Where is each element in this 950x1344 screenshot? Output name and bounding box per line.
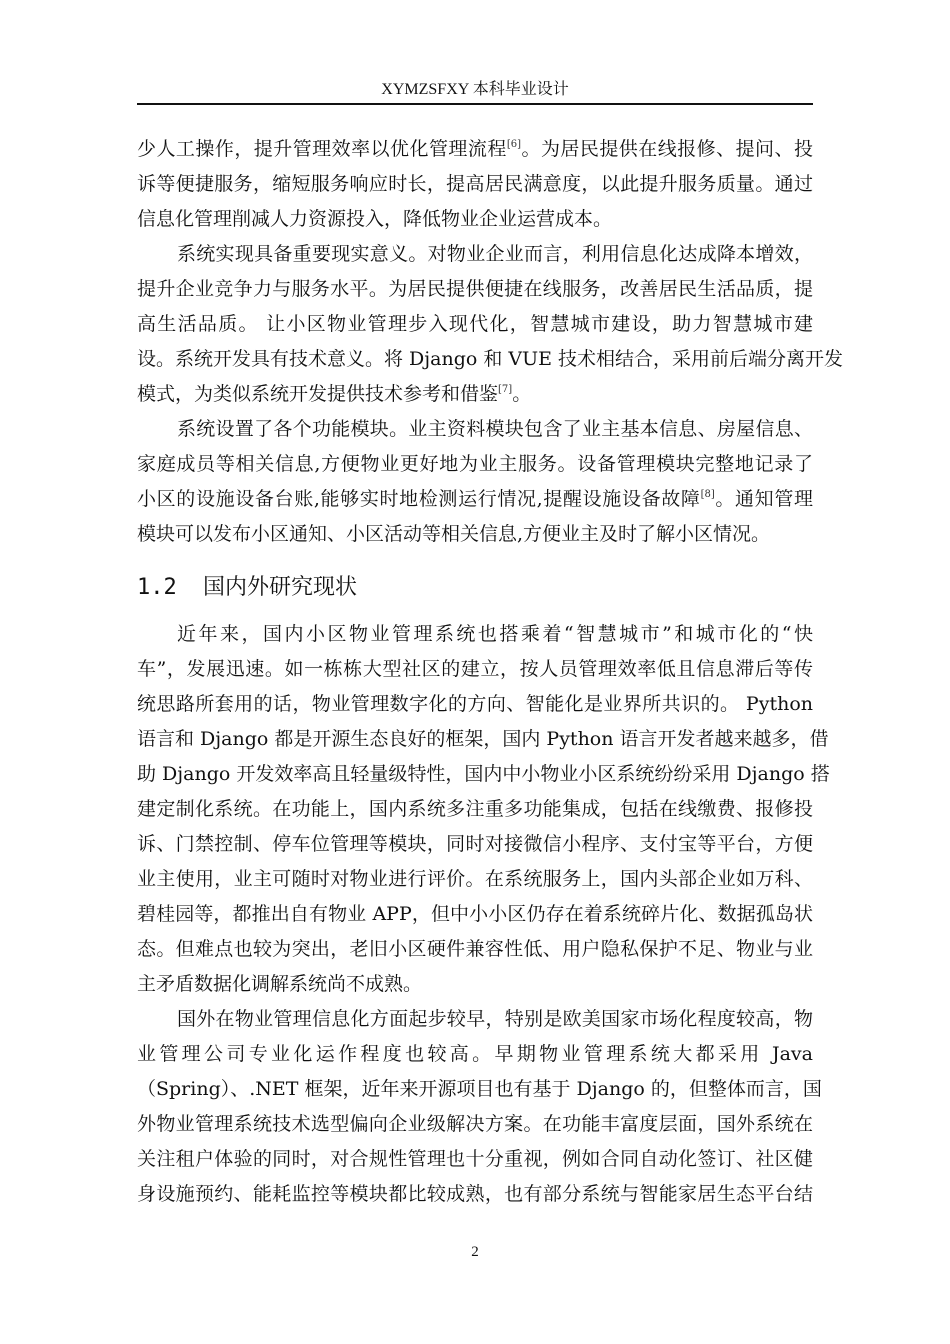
paragraph	[137, 617, 830, 1002]
text-line	[137, 792, 813, 827]
line-text: 家庭成员等相关信息,方便物业更好地为业主服务。设备管理模块完整地记录了	[137, 453, 813, 475]
line-text: 模块可以发布小区通知、小区活动等相关信息,方便业主及时了解小区情况。	[137, 523, 771, 545]
line-text: 助 Django 开发效率高且轻量级特性，国内中小物业小区系统纷纷采用 Django 搭	[137, 763, 830, 785]
text-line	[137, 517, 813, 552]
page-number: 2	[471, 1244, 479, 1260]
line-text: 外物业管理系统技术选型偏向企业级解决方案。在功能丰富度层面，国外系统在	[137, 1113, 813, 1135]
section-heading	[137, 552, 813, 617]
text-line	[137, 862, 813, 897]
line-text: 身设施预约、能耗监控等模块都比较成熟，也有部分系统与智能家居生态平台结	[137, 1183, 813, 1205]
line-text: 关注租户体验的同时，对合规性管理也十分重视，例如合同自动化签订、社区健	[137, 1148, 813, 1170]
text-line	[137, 1107, 813, 1142]
line-text: 建定制化系统。在功能上，国内系统多注重多功能集成，包括在线缴费、报修投	[137, 798, 813, 820]
text-line	[137, 1142, 813, 1177]
line-text: 高生活品质。 让小区物业管理步入现代化，智慧城市建设，助力智慧城市建	[137, 313, 813, 335]
text-line	[137, 1037, 813, 1072]
line-text: 模式，为类似系统开发提供技术参考和借鉴	[137, 383, 499, 405]
text-line	[137, 167, 813, 202]
line-text: （Spring）、.NET 框架，近年来开源项目也有基于 Django 的，但整体而言，国	[137, 1078, 822, 1100]
line-text: 国外在物业管理信息化方面起步较早，特别是欧美国家市场化程度较高，物	[177, 1008, 813, 1030]
line-text: 少人工操作，提升管理效率以优化管理流程	[137, 138, 507, 160]
text-line	[137, 652, 813, 687]
citation-ref[interactable]: [7]	[498, 384, 513, 395]
line-text: 近年来，国内小区物业管理系统也搭乘着“智慧城市”和城市化的“快	[177, 623, 813, 645]
text-line	[137, 967, 813, 1002]
citation-ref[interactable]: [8]	[700, 489, 715, 500]
text-line	[137, 687, 813, 722]
text-line	[137, 377, 813, 412]
line-text: 小区的设施设备台账,能够实时地检测运行情况,提醒设施设备故障	[137, 488, 701, 510]
paragraph	[137, 412, 813, 552]
line-text: 。为居民提供在线报修、提问、投	[521, 138, 813, 160]
text-line	[137, 1177, 813, 1212]
page-header: XYMZSFXY 本科毕业设计	[381, 81, 569, 98]
line-text: 设。系统开发具有技术意义。将 Django 和 VUE 技术相结合，采用前后端分离开发	[137, 348, 844, 370]
line-text: 碧桂园等，都推出自有物业 APP，但中小小区仍存在着系统碎片化、数据孤岛状	[137, 903, 813, 925]
line-text: 业主使用，业主可随时对物业进行评价。在系统服务上，国内头部企业如万科、	[137, 868, 813, 890]
paragraph	[137, 237, 844, 412]
citation-ref[interactable]: [6]	[506, 139, 522, 150]
line-text: 。	[512, 383, 532, 405]
text-line	[137, 132, 813, 167]
header-divider	[137, 103, 813, 105]
line-text: 诉等便捷服务，缩短服务响应时长，提高居民满意度，以此提升服务质量。通过	[137, 173, 813, 195]
text-line	[137, 202, 813, 237]
line-text: 。通知管理	[714, 488, 813, 510]
text-line	[137, 272, 813, 307]
text-line	[137, 482, 813, 517]
line-text: 提升企业竞争力与服务水平。为居民提供便捷在线服务，改善居民生活品质，提	[137, 278, 813, 300]
paragraph	[137, 1002, 822, 1212]
text-line	[137, 237, 813, 272]
line-text: 语言和 Django 都是开源生态良好的框架，国内 Python 语言开发者越来越多，借	[137, 728, 829, 750]
text-line	[137, 412, 813, 447]
text-line	[137, 757, 830, 792]
section-number: 1.2	[137, 575, 177, 600]
line-text: 诉、门禁控制、停车位管理等模块，同时对接微信小程序、支付宝等平台，方便	[137, 833, 813, 855]
text-line	[137, 932, 813, 967]
text-line	[137, 342, 844, 377]
line-text: 系统设置了各个功能模块。业主资料模块包含了业主基本信息、房屋信息、	[177, 418, 813, 440]
text-line	[137, 1072, 822, 1107]
line-text: 主矛盾数据化调解系统尚不成熟。	[137, 973, 423, 995]
text-line	[137, 307, 813, 342]
text-line	[137, 617, 813, 652]
line-text: 业管理公司专业化运作程度也较高。早期物业管理系统大都采用 Java	[137, 1043, 813, 1065]
line-text: 信息化管理削减人力资源投入，降低物业企业运营成本。	[137, 208, 613, 230]
text-line	[137, 827, 813, 862]
line-text: 车”，发展迅速。如一栋栋大型社区的建立，按人员管理效率低且信息滞后等传	[137, 658, 813, 680]
document-body	[137, 132, 844, 1212]
paragraph	[137, 132, 813, 237]
text-line	[137, 1002, 813, 1037]
section-title: 国内外研究现状	[203, 575, 358, 600]
text-line	[137, 897, 813, 932]
line-text: 态。但难点也较为突出，老旧小区硬件兼容性低、用户隐私保护不足、物业与业	[137, 938, 813, 960]
text-line	[137, 722, 829, 757]
line-text: 统思路所套用的话，物业管理数字化的方向、智能化是业界所共识的。 Python	[137, 693, 813, 715]
line-text: 系统实现具备重要现实意义。对物业企业而言，利用信息化达成降本增效，	[177, 243, 813, 265]
text-line	[137, 447, 813, 482]
